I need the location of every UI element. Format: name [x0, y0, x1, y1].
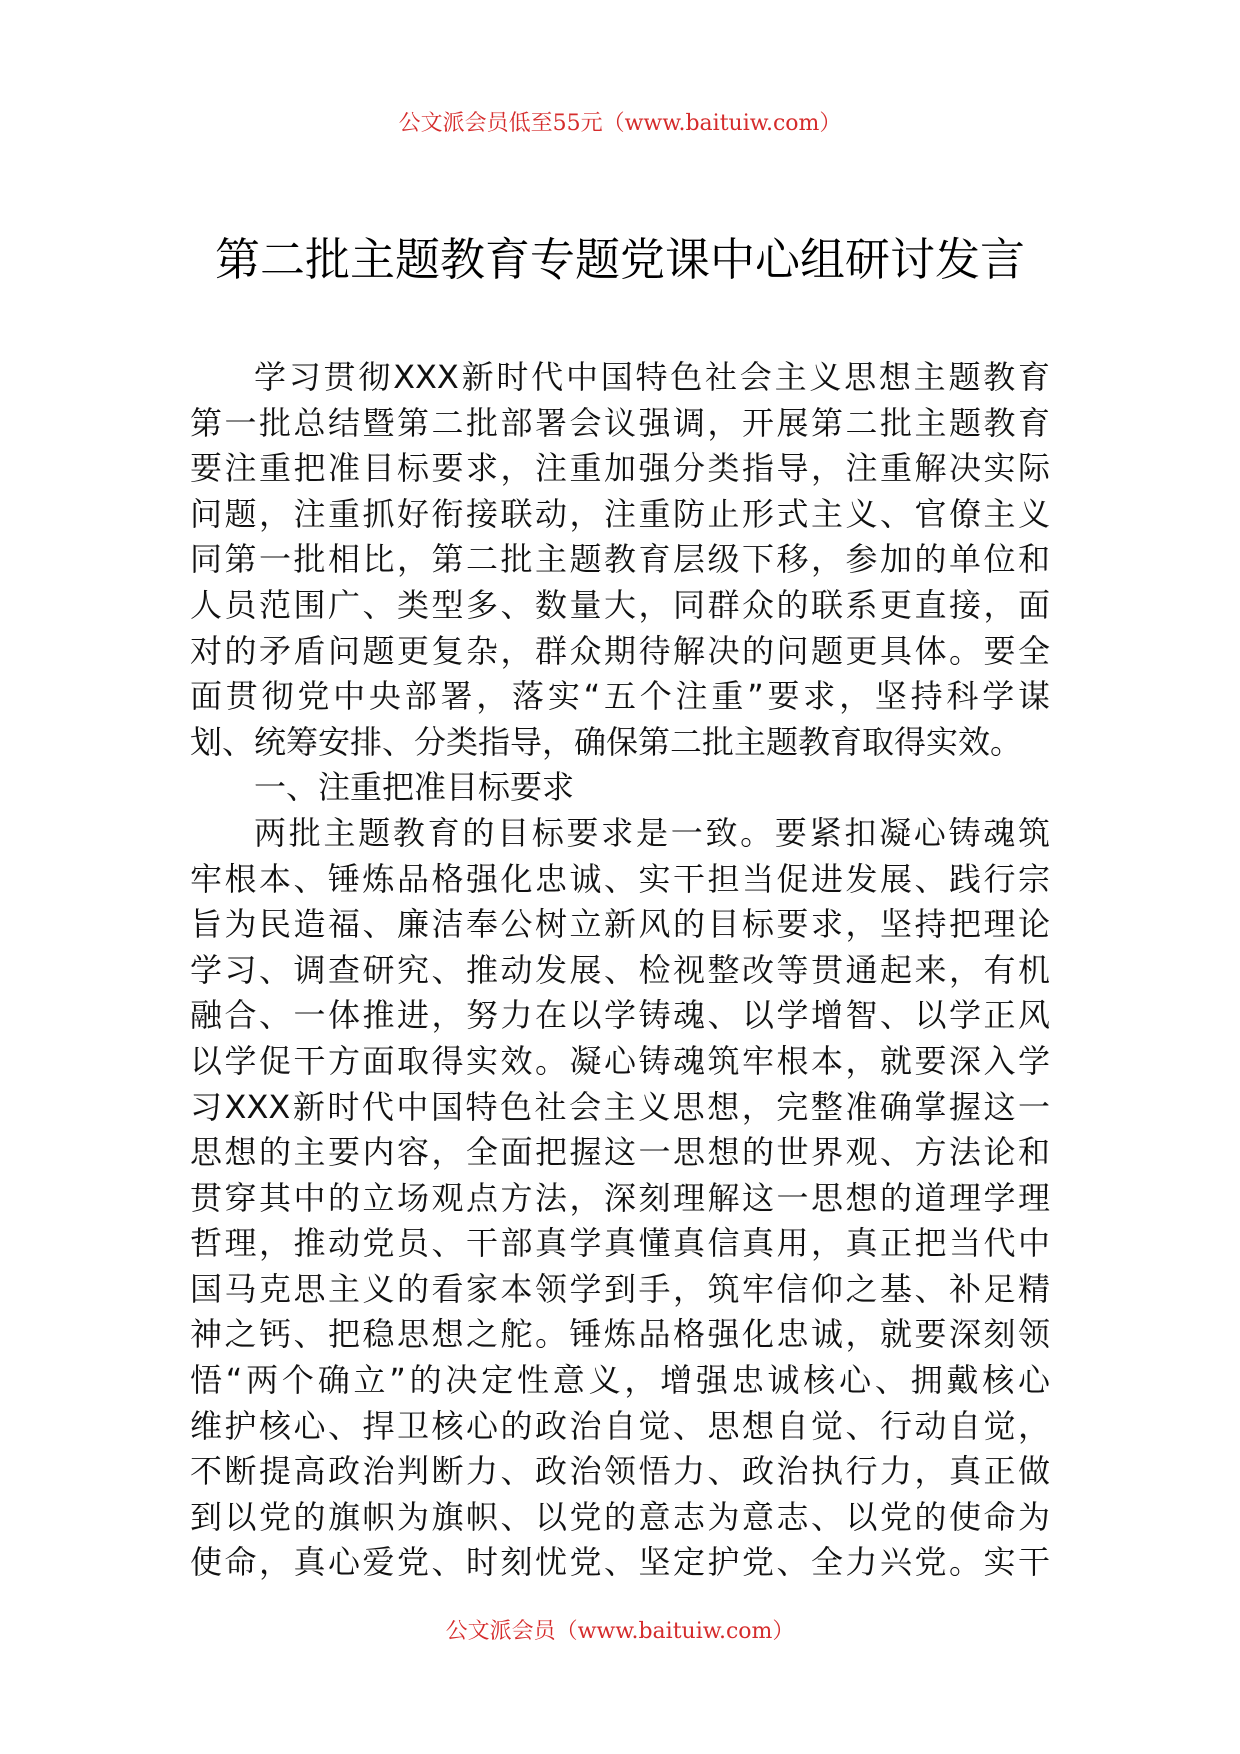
paragraph-line: 思想的主要内容，全面把握这一思想的世界观、方法论和: [190, 1133, 1050, 1172]
paragraph-line: 习XXX新时代中国特色社会主义思想，完整准确掌握这一: [190, 1087, 1050, 1126]
paragraph-line: 旨为民造福、廉洁奉公树立新风的目标要求，坚持把理论: [190, 905, 1050, 944]
footer-watermark-banner: 公文派会员（www.baituiw.com）: [445, 1619, 795, 1644]
document-body: [190, 355, 1050, 1586]
paragraph-line: 神之钙、把稳思想之舵。锤炼品格强化忠诚，就要深刻领: [190, 1315, 1050, 1354]
paragraph-line: 学习贯彻XXX新时代中国特色社会主义思想主题教育: [254, 358, 1050, 396]
paragraph-line: 问题，注重抓好衔接联动，注重防止形式主义、官僚主义: [190, 494, 1050, 533]
header-watermark-banner: 公文派会员低至55元（www.baituiw.com）: [398, 111, 842, 136]
paragraph-line: 人员范围广、类型多、数量大，同群众的联系更直接，面: [190, 585, 1050, 624]
section-heading: 一、注重把准目标要求: [254, 768, 575, 807]
paragraph-line: 以学促干方面取得实效。凝心铸魂筑牢根本，就要深入学: [190, 1041, 1050, 1080]
paragraph-line: 同第一批相比，第二批主题教育层级下移，参加的单位和: [190, 540, 1050, 579]
paragraph-line: 贯穿其中的立场观点方法，深刻理解这一思想的道理学理: [190, 1178, 1050, 1217]
paragraph-line: 牢根本、锤炼品格强化忠诚、实干担当促进发展、践行宗: [190, 859, 1050, 898]
paragraph-line: 第一批总结暨第二批部署会议强调，开展第二批主题教育: [190, 403, 1050, 442]
document-title: 第二批主题教育专题党课中心组研讨发言: [214, 233, 1025, 286]
paragraph-line: 到以党的旗帜为旗帜、以党的意志为意志、以党的使命为: [190, 1497, 1050, 1536]
paragraph-line: 融合、一体推进，努力在以学铸魂、以学增智、以学正风: [190, 996, 1050, 1035]
paragraph-line: 使命，真心爱党、时刻忧党、坚定护党、全力兴党。实干: [190, 1543, 1050, 1582]
paragraph-line: 国马克思主义的看家本领学到手，筑牢信仰之基、补足精: [190, 1269, 1050, 1308]
paragraph-line: 两批主题教育的目标要求是一致。要紧扣凝心铸魂筑: [254, 813, 1050, 852]
paragraph-line: 划、统筹安排、分类指导，确保第二批主题教育取得实效。: [190, 722, 1023, 761]
paragraph-line: 悟“两个确立”的决定性意义，增强忠诚核心、拥戴核心: [190, 1361, 1050, 1400]
paragraph-line: 不断提高政治判断力、政治领悟力、政治执行力，真正做: [190, 1452, 1050, 1491]
paragraph-line: 要注重把准目标要求，注重加强分类指导，注重解决实际: [190, 449, 1050, 488]
paragraph-line: 学习、调查研究、推动发展、检视整改等贯通起来，有机: [190, 950, 1050, 989]
paragraph-line: 哲理，推动党员、干部真学真懂真信真用，真正把当代中: [190, 1224, 1050, 1263]
paragraph-line: 面贯彻党中央部署，落实“五个注重”要求，坚持科学谋: [190, 677, 1050, 716]
paragraph-line: 对的矛盾问题更复杂，群众期待解决的问题更具体。要全: [190, 631, 1050, 670]
paragraph-line: 维护核心、捍卫核心的政治自觉、思想自觉、行动自觉，: [190, 1406, 1050, 1445]
